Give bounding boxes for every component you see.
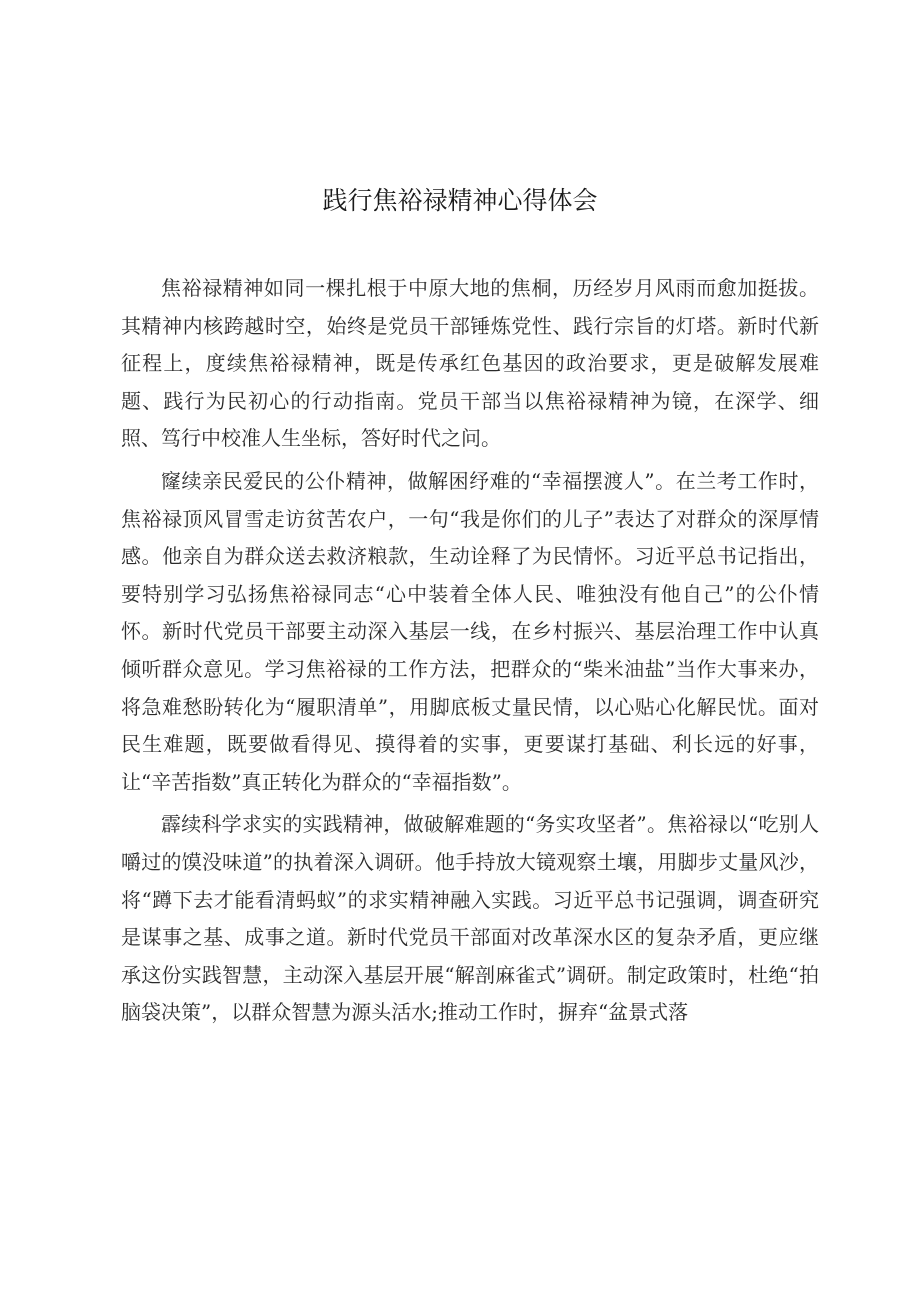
paragraph-practical-spirit: 霹续科学求实的实践精神，做破解难题的“务实攻坚者”。焦裕禄以“吃别人嚼过的馍没味道”的执着深入调研。他手持放大镜观察土壤，用脚步丈量风沙，将“蹲下去才能看清蚂蚁”的求实精神融入实践。习近平总书记强调，调查研究是谋事之基、成事之道。新时代党员干部面对改革深水区的复杂矛盾，更应继承这份实践智慧，主动深入基层开展“解剖麻雀式”调研。制定政策时，杜绝“拍脑袋决策”，以群众智慧为源头活水;推动工作时，摒弃“盆景式落: [121, 812, 819, 1025]
paragraph-intro: 焦裕禄精神如同一棵扎根于中原大地的焦桐，历经岁月风雨而愈加挺拔。其精神内核跨越时空，始终是党员干部锤炼党性、践行宗旨的灯塔。新时代新征程上，度续焦裕禄精神，既是传承红色基因的政治要求，更是破解发展难题、践行为民初心的行动指南。党员干部当以焦裕禄精神为镜，在深学、细照、笃行中校准人生坐标，答好时代之问。: [121, 276, 819, 451]
document-title: 践行焦裕禄精神心得体会: [322, 186, 598, 215]
document-body: [121, 270, 819, 1037]
paragraph-public-servant-spirit: 窿续亲民爱民的公仆精神，做解困纾难的“幸福摆渡人”。在兰考工作时，焦裕禄顶风冒雪走访贫苦农户，一句“我是你们的儿子”表达了对群众的深厚情感。他亲自为群众送去救济粮款，生动诠释了为民情怀。习近平总书记指出，要特别学习弘扬焦裕禄同志“心中装着全体人民、唯独没有他自己”的公仆情怀。新时代党员干部要主动深入基层一线，在乡村振兴、基层治理工作中认真倾听群众意见。学习焦裕禄的工作方法，把群众的“柴米油盐”当作大事来办，将急难愁盼转化为“履职清单”，用脚底板丈量民情，以心贴心化解民忧。面对民生难题，既要做看得见、摸得着的实事，更要谋打基础、利长远的好事，让“辛苦指数”真正转化为群众的“幸福指数”。: [121, 468, 819, 794]
